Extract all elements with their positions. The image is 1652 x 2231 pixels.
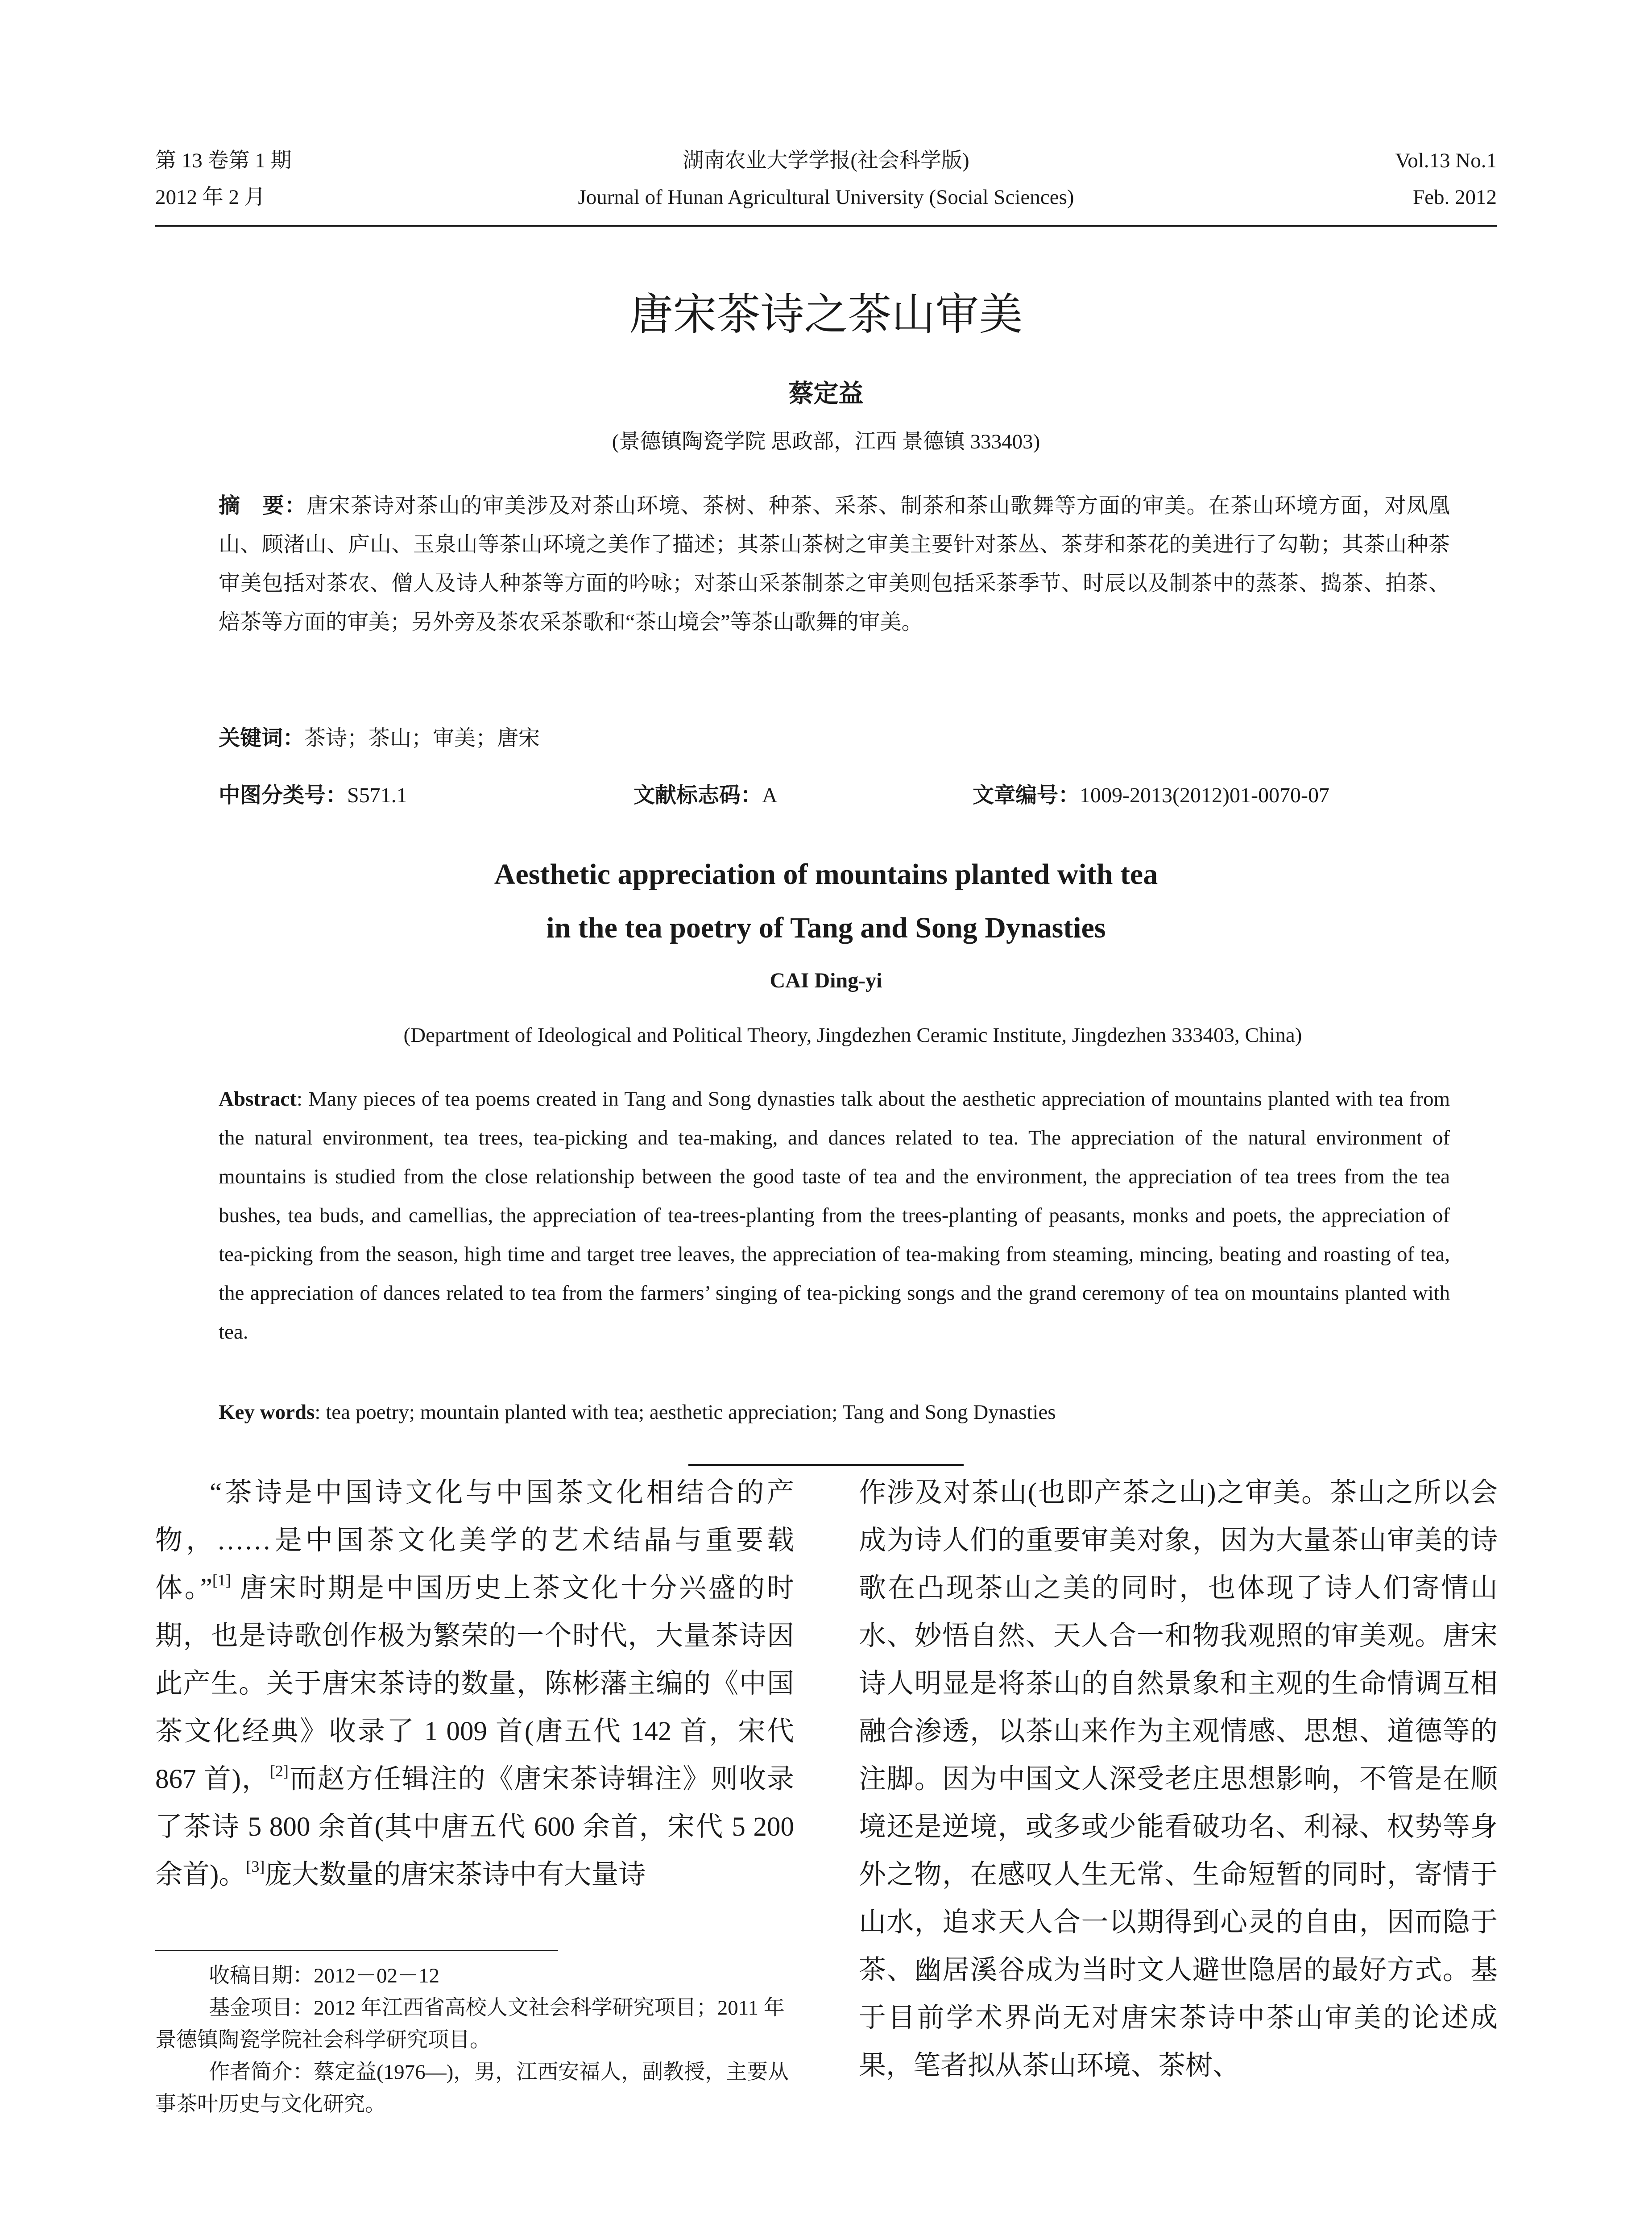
document-code — [633, 782, 778, 809]
body-text: 唐宋时期是中国历史上茶文化十分兴盛的时期，也是诗歌创作极为繁荣的一个时代，大量茶诗因此产生。关于唐宋茶诗的数量，陈彬藩主编的《中国茶文化经典》收录了 1 009 首(唐五代 142 首，宋代 867 首)， — [155, 1573, 794, 1794]
abstract-en — [219, 1080, 1450, 1352]
abstract-en-text: : Many pieces of tea poems created in Tang and Song dynasties talk about the aesthetic appreciation of mountains planted with tea from the natural environment, tea trees, tea-picking and tea-making, and dances related to tea. The appreciation of the natural environment of mountains is studied from the close relationship between the good taste of tea and the environment, the appreciation of tea trees from the tea bushes, tea buds, and camellias, the appreciation of tea-trees-planting from the trees-planting of peasants, monks and poets, the appreciation of tea-picking from the season, high time and target tree leaves, the appreciation of tea-making from steaming, mincing, beating and roasting of tea, the appreciation of dances related to tea from the farmers’ singing of tea-picking songs and the grand ceremony of tea on mountains planted with tea. — [219, 1087, 1450, 1344]
citation-2: [2] — [269, 1762, 289, 1780]
keywords-cn — [219, 725, 540, 752]
volume-en: Vol.13 No.1 — [1395, 149, 1497, 172]
paper-title-cn: 唐宋茶诗之茶山审美 — [629, 289, 1023, 340]
journal-name-cn: 湖南农业大学学报(社会科学版) — [683, 149, 969, 172]
citation-3: [3] — [246, 1858, 265, 1875]
doc-value: A — [762, 784, 778, 807]
footnote-fund — [155, 1992, 794, 2056]
body-column-right — [859, 1469, 1498, 2090]
section-divider — [688, 1464, 964, 1466]
abstract-cn — [219, 486, 1450, 642]
clc-number — [219, 782, 407, 809]
affiliation-en: (Department of Ideological and Political Theory, Jingdezhen Ceramic Institute, Jingdezhen 333403, China) — [403, 1024, 1302, 1047]
affiliation-cn: (景德镇陶瓷学院 思政部，江西 景德镇 333403) — [612, 430, 1040, 453]
bio-value: 蔡定益(1976—)，男，江西安福人，副教授，主要从事茶叶历史与文化研究。 — [155, 2061, 789, 2116]
clc-value: S571.1 — [347, 784, 407, 807]
keywords-en-label: Key words — [219, 1401, 315, 1424]
received-label: 收稿日期： — [209, 1963, 314, 1988]
keywords-cn-label: 关键词： — [219, 726, 305, 751]
abstract-en-label: Abstract — [219, 1087, 297, 1111]
footnote-author-bio — [155, 2056, 794, 2120]
body-text: 而赵方任辑注的《唐宋茶诗辑注》则收录了茶诗 5 800 余首(其中唐五代 600 余首，宋代 5 200 余首)。 — [155, 1764, 794, 1890]
fund-value: 2012 年江西省高校人文社会科学研究项目；2011 年景德镇陶瓷学院社会科学研究项目。 — [155, 1996, 785, 2052]
article-label: 文章编号： — [973, 783, 1080, 808]
citation-1: [1] — [212, 1571, 231, 1589]
keywords-en-text: : tea poetry; mountain planted with tea; aesthetic appreciation; Tang and Song Dynasties — [315, 1401, 1056, 1424]
header-rule — [155, 225, 1497, 227]
paper-title-en-line1: Aesthetic appreciation of mountains planted with tea — [494, 858, 1158, 891]
abstract-cn-label: 摘 要： — [219, 493, 307, 518]
article-value: 1009-2013(2012)01-0070-07 — [1080, 784, 1329, 807]
clc-label: 中图分类号： — [219, 783, 348, 808]
keywords-en — [219, 1399, 1056, 1426]
footnote-received — [155, 1960, 794, 1992]
body-text: 庞大数量的唐宋茶诗中有大量诗 — [265, 1860, 646, 1890]
keywords-cn-text: 茶诗；茶山；审美；唐宋 — [304, 726, 540, 750]
journal-name-en: Journal of Hunan Agricultural University (Social Sciences) — [578, 186, 1074, 209]
article-number — [973, 782, 1329, 809]
author-en: CAI Ding-yi — [770, 969, 882, 992]
date-cn: 2012 年 2 月 — [155, 186, 265, 209]
volume-cn: 第 13 卷第 1 期 — [155, 149, 292, 172]
paper-title-en-line2: in the tea poetry of Tang and Song Dynasties — [546, 912, 1106, 944]
author-cn: 蔡定益 — [788, 379, 864, 408]
footnotes — [155, 1960, 794, 2120]
footnote-rule — [155, 1950, 558, 1951]
fund-label: 基金项目： — [209, 1995, 314, 2020]
body-column-left — [155, 1469, 794, 1899]
intro-paragraph — [155, 1469, 794, 1899]
doc-label: 文献标志码： — [633, 783, 762, 808]
bio-label: 作者简介： — [209, 2060, 314, 2084]
abstract-cn-text: 唐宋茶诗对茶山的审美涉及对茶山环境、茶树、种茶、采茶、制茶和茶山歌舞等方面的审美。在茶山环境方面，对凤凰山、顾渚山、庐山、玉泉山等茶山环境之美作了描述；其茶山茶树之审美主要针对茶丛、茶芽和茶花的美进行了勾勒；其茶山种茶审美包括对茶农、僧人及诗人种茶等方面的吟咏；对茶山采茶制茶之审美则包括采茶季节、时辰以及制茶中的蒸茶、捣茶、拍茶、焙茶等方面的审美；另外旁及茶农采茶歌和“茶山境会”等茶山歌舞的审美。 — [219, 494, 1450, 634]
received-value: 2012－02－12 — [314, 1964, 439, 1987]
date-en: Feb. 2012 — [1413, 186, 1497, 209]
body-text: “茶诗是中国诗文化与中国茶文化相结合的产物，……是中国茶文化美学的艺术结晶与重要载体。” — [155, 1478, 794, 1603]
body-paragraph-continued: 作涉及对茶山(也即产茶之山)之审美。茶山之所以会成为诗人们的重要审美对象，因为大量茶山审美的诗歌在凸现茶山之美的同时，也体现了诗人们寄情山水、妙悟自然、天人合一和物我观照的审美观。唐宋诗人明显是将茶山的自然景象和主观的生命情调互相融合渗透，以茶山来作为主观情感、思想、道德等的注脚。因为中国文人深受老庄思想影响，不管是在顺境还是逆境，或多或少能看破功名、利禄、权势等身外之物，在感叹人生无常、生命短暂的同时，寄情于山水，追求天人合一以期得到心灵的自由，因而隐于茶、幽居溪谷成为当时文人避世隐居的最好方式。基于目前学术界尚无对唐宋茶诗中茶山审美的论述成果，笔者拟从茶山环境、茶树、 — [859, 1478, 1498, 2081]
